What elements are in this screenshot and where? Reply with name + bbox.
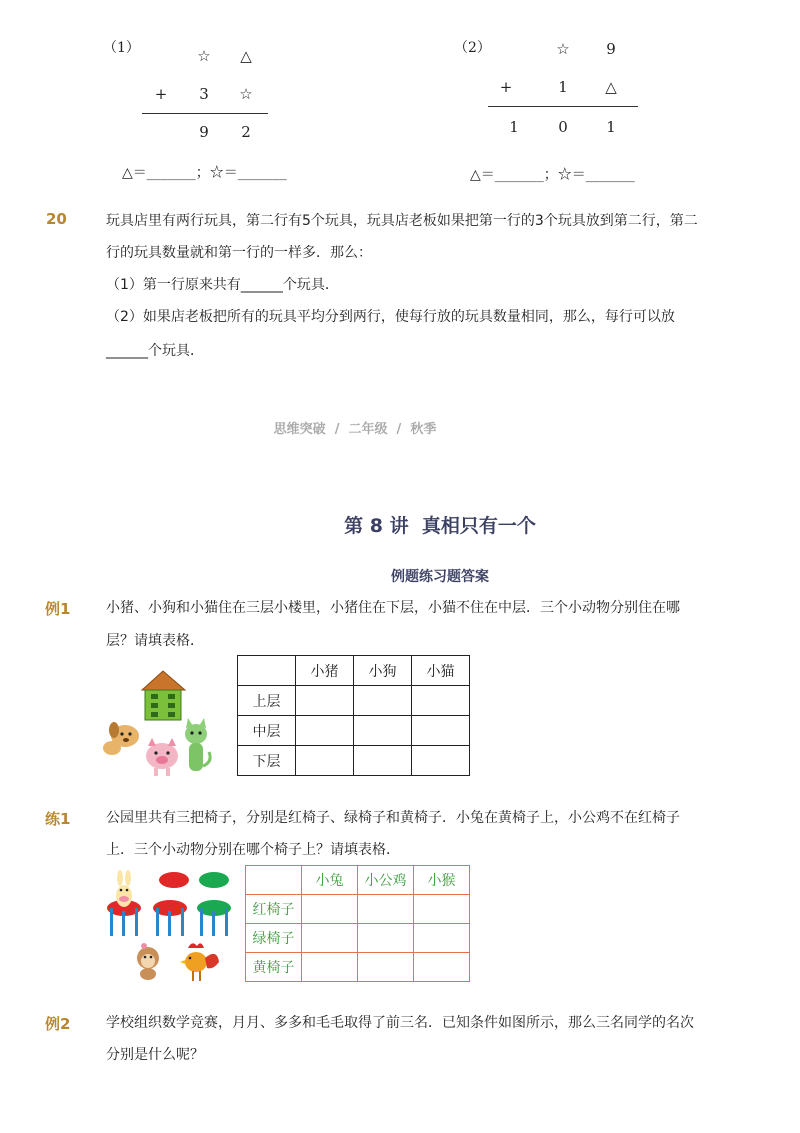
puzzle-2-r1-c1: ☆ xyxy=(556,40,570,58)
table-answer-cell[interactable] xyxy=(412,746,470,776)
table-row-label: 上层 xyxy=(238,686,296,716)
ex2-line-2: 分别是什么呢？ xyxy=(106,1047,204,1063)
table-row-label: 绿椅子 xyxy=(246,924,302,953)
monkey-icon xyxy=(137,943,159,980)
puzzle-2-sum-line xyxy=(488,106,638,107)
table-row xyxy=(238,746,470,776)
table-answer-cell[interactable] xyxy=(414,895,470,924)
house-animals-illustration xyxy=(100,668,225,783)
rabbit-icon xyxy=(116,870,132,907)
table-header-cell: 小猴 xyxy=(414,866,470,895)
green-chair-icon xyxy=(197,872,231,936)
table-answer-cell[interactable] xyxy=(358,895,414,924)
table-answer-cell[interactable] xyxy=(296,686,354,716)
puzzle-2-r2-c2: △ xyxy=(605,78,617,96)
puzzle-2-res-c2: 0 xyxy=(558,118,568,136)
pig-icon xyxy=(146,738,178,776)
section-title: 例题练习题答案 xyxy=(391,569,489,585)
puzzle-2-label: （2） xyxy=(454,40,491,56)
puzzle-1-sum-line xyxy=(142,113,268,114)
table-header-cell: 小猫 xyxy=(412,656,470,686)
puzzle-2-answer: △＝_______；☆＝_______ xyxy=(470,167,635,183)
table-corner-cell xyxy=(238,656,296,686)
table-answer-cell[interactable] xyxy=(302,924,358,953)
dog-icon xyxy=(103,722,139,755)
puzzle-1-r2-c2: ☆ xyxy=(239,85,253,103)
table-row xyxy=(246,895,470,924)
q20-sub-1: （1）第一行原来共有______个玩具． xyxy=(106,277,339,293)
table-answer-cell[interactable] xyxy=(302,953,358,982)
table-answer-cell[interactable] xyxy=(412,686,470,716)
ex1-line-2: 层？请填表格． xyxy=(106,633,204,649)
cat-icon xyxy=(185,718,210,771)
table-answer-cell[interactable] xyxy=(302,895,358,924)
table-header-cell: 小猪 xyxy=(296,656,354,686)
q20-sub-2b: ______个玩具． xyxy=(106,343,204,359)
table-answer-cell[interactable] xyxy=(354,716,412,746)
lecture-title: 第 8 讲 真相只有一个 xyxy=(344,515,536,537)
puzzle-2-plus: + xyxy=(499,78,513,96)
rooster-icon xyxy=(180,943,219,981)
table-row-label: 黄椅子 xyxy=(246,953,302,982)
puzzle-1-res-c2: 2 xyxy=(241,123,251,141)
table-answer-cell[interactable] xyxy=(414,953,470,982)
table-answer-cell[interactable] xyxy=(358,953,414,982)
puzzle-1-plus: + xyxy=(154,85,168,103)
table-header-row xyxy=(238,656,470,686)
example-label: 例2 xyxy=(45,1015,71,1033)
puzzle-1-r2-c1: 3 xyxy=(199,85,209,103)
question-number: 20 xyxy=(46,210,67,228)
table-answer-cell[interactable] xyxy=(358,924,414,953)
ex1-answer-table xyxy=(237,655,470,776)
table-header-cell: 小兔 xyxy=(302,866,358,895)
pr1-line-2: 上．三个小动物分别在哪个椅子上？请填表格． xyxy=(106,842,400,858)
puzzle-2-res-c3: 1 xyxy=(606,118,616,136)
ex2-line-1: 学校组织数学竞赛，月月、多多和毛毛取得了前三名．已知条件如图所示，那么三名同学的名次 xyxy=(106,1015,694,1031)
red-chair-icon xyxy=(153,872,189,936)
table-header-cell: 小狗 xyxy=(354,656,412,686)
table-answer-cell[interactable] xyxy=(354,746,412,776)
example-label: 例1 xyxy=(45,600,71,618)
table-header-row xyxy=(246,866,470,895)
q20-line-2: 行的玩具数量就和第一行的一样多．那么： xyxy=(106,245,372,261)
q20-sub-2a: （2）如果店老板把所有的玩具平均分到两行，使每行放的玩具数量相同，那么，每行可以放 xyxy=(106,309,675,325)
practice-label: 练1 xyxy=(45,810,71,828)
page-footer: 思维突破 / 二年级 / 秋季 xyxy=(273,422,437,437)
table-header-cell: 小公鸡 xyxy=(358,866,414,895)
table-row xyxy=(246,924,470,953)
table-row-label: 中层 xyxy=(238,716,296,746)
table-answer-cell[interactable] xyxy=(296,746,354,776)
q20-line-1: 玩具店里有两行玩具，第二行有5个玩具，玩具店老板如果把第一行的3个玩具放到第二行，第二 xyxy=(106,213,698,229)
table-row xyxy=(238,686,470,716)
table-row xyxy=(238,716,470,746)
table-row-label: 下层 xyxy=(238,746,296,776)
table-corner-cell xyxy=(246,866,302,895)
puzzle-1-r1-c2: △ xyxy=(240,47,252,65)
table-answer-cell[interactable] xyxy=(414,924,470,953)
table-answer-cell[interactable] xyxy=(296,716,354,746)
puzzle-1-label: （1） xyxy=(103,40,140,56)
table-answer-cell[interactable] xyxy=(354,686,412,716)
puzzle-1-answer: △＝_______；☆＝_______ xyxy=(122,165,287,181)
puzzle-1-res-c1: 9 xyxy=(199,123,209,141)
house-icon xyxy=(142,671,185,720)
table-row xyxy=(246,953,470,982)
puzzle-2-r2-c1: 1 xyxy=(558,78,568,96)
puzzle-2-res-c1: 1 xyxy=(509,118,519,136)
chairs-animals-illustration xyxy=(100,866,240,986)
pr1-line-1: 公园里共有三把椅子，分别是红椅子、绿椅子和黄椅子．小兔在黄椅子上，小公鸡不在红椅子 xyxy=(106,810,680,826)
table-answer-cell[interactable] xyxy=(412,716,470,746)
ex1-line-1: 小猪、小狗和小猫住在三层小楼里，小猪住在下层，小猫不住在中层．三个小动物分别住在哪 xyxy=(106,600,680,616)
puzzle-2-r1-c2: 9 xyxy=(606,40,616,58)
table-row-label: 红椅子 xyxy=(246,895,302,924)
puzzle-1-r1-c1: ☆ xyxy=(197,47,211,65)
pr1-answer-table xyxy=(245,865,470,982)
